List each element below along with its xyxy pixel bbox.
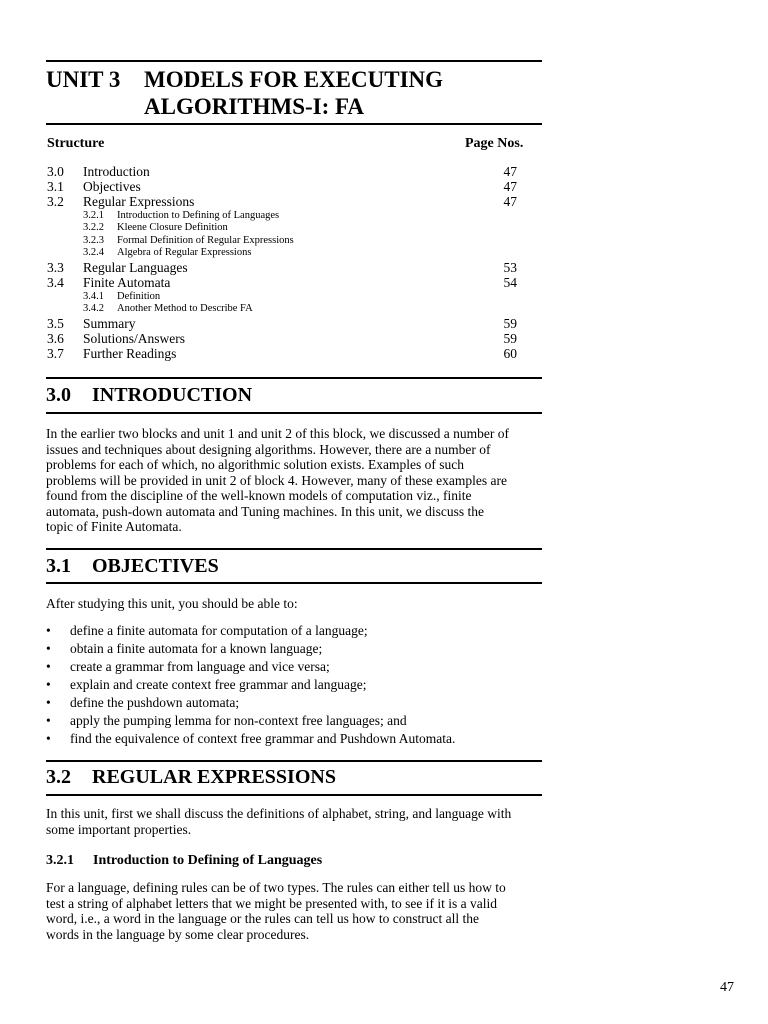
section-heading-regular-expressions <box>46 766 336 789</box>
section-number: 3.0 <box>46 384 71 406</box>
text-line: automata, push-down automata and Tuning machines. In this unit, we discuss the <box>46 503 484 519</box>
text-line: In this unit, first we shall discuss the definitions of alphabet, string, and language with <box>46 806 512 821</box>
toc-entry-number: 3.2 <box>47 194 64 209</box>
introduction-paragraph <box>46 426 542 535</box>
list-item: • explain and create context free grammar and language; <box>46 676 455 694</box>
toc-entry-number: 3.4 <box>47 275 64 290</box>
subsection-number: 3.2.1 <box>46 853 74 868</box>
page-number: 47 <box>720 980 734 995</box>
toc-entry-page: 60 <box>503 346 517 361</box>
text-line: problems for each of which, no algorithmic solution exists. Examples of such <box>46 457 465 472</box>
toc-entry-number: 3.0 <box>47 164 64 179</box>
regular-expressions-paragraph <box>46 806 542 837</box>
toc-entry-title: Finite Automata <box>83 275 171 290</box>
toc-subentry-title: Introduction to Defining of Languages <box>117 210 280 221</box>
toc-subentry-title: Definition <box>117 291 161 302</box>
text-line: some important properties. <box>46 821 192 837</box>
list-item: • find the equivalence of context free grammar and Pushdown Automata. <box>46 730 455 748</box>
toc-entry-title: Summary <box>83 316 136 331</box>
toc-entry-page: 53 <box>503 260 517 275</box>
toc-entry-page: 47 <box>503 164 517 179</box>
list-item: • apply the pumping lemma for non-context free languages; and <box>46 712 455 730</box>
section-number: 3.2 <box>46 766 71 788</box>
toc-subentry <box>83 210 279 222</box>
toc-entry-title: Regular Expressions <box>83 194 195 209</box>
toc-entry-title: Regular Languages <box>83 260 188 275</box>
subsection-paragraph <box>46 880 542 942</box>
unit-title <box>46 66 443 120</box>
toc-subentry-number: 3.4.2 <box>83 303 104 314</box>
text-line: word, i.e., a word in the language or the rules can tell us how to construct all the <box>46 911 480 926</box>
toc-subentry-number: 3.2.3 <box>83 235 104 246</box>
toc-subentry-title: Another Method to Describe FA <box>117 303 253 314</box>
text-line: problems will be provided in unit 2 of block 4. However, many of these examples are <box>46 472 507 488</box>
toc-entry-page: 54 <box>503 275 517 290</box>
unit-title-line1: MODELS FOR EXECUTING <box>144 67 444 92</box>
toc-subentry <box>83 303 253 315</box>
toc-entry-title: Solutions/Answers <box>83 331 186 346</box>
list-item: • define a finite automata for computation of a language; <box>46 622 455 640</box>
section-title: OBJECTIVES <box>92 555 219 577</box>
text-line: test a string of alphabet letters that we might be presented with, to see if it is a valid <box>46 895 498 911</box>
section-rule <box>46 582 542 584</box>
toc-entry-title: Introduction <box>83 164 150 179</box>
text-line: For a language, defining rules can be of two types. The rules can either tell us how to <box>46 880 506 895</box>
toc-subentry <box>83 235 294 247</box>
section-heading-objectives <box>46 555 219 578</box>
subsection-title: Introduction to Defining of Languages <box>93 853 323 868</box>
subsection-heading <box>46 853 322 869</box>
toc-entry-page: 59 <box>503 316 517 331</box>
text-line: issues and techniques about designing algorithms. However, there are a number of <box>46 441 491 457</box>
structure-label: Structure <box>47 136 105 151</box>
toc-subentry-title: Formal Definition of Regular Expressions <box>117 235 294 246</box>
toc-subentry <box>83 247 251 259</box>
toc-entry-number: 3.7 <box>47 346 64 361</box>
toc-entry-title: Objectives <box>83 179 141 194</box>
section-title: INTRODUCTION <box>92 384 253 406</box>
section-title: REGULAR EXPRESSIONS <box>92 766 336 788</box>
toc-entry-page: 59 <box>503 331 517 346</box>
toc-subentry-title: Kleene Closure Definition <box>117 222 228 233</box>
section-heading-introduction <box>46 384 252 407</box>
list-item: • define the pushdown automata; <box>46 694 455 712</box>
text-line: words in the language by some clear procedures. <box>46 926 310 942</box>
toc-entry-number: 3.1 <box>47 179 64 194</box>
section-number: 3.1 <box>46 555 71 577</box>
page-nos-label: Page Nos. <box>465 136 524 151</box>
text-line: topic of Finite Automata. <box>46 519 182 534</box>
section-rule <box>46 794 542 796</box>
text-line: found from the discipline of the well-known models of computation viz., finite <box>46 488 472 503</box>
section-rule <box>46 412 542 414</box>
top-rule <box>46 60 542 62</box>
unit-title-line2: ALGORITHMS-I: FA <box>144 94 364 119</box>
toc-subentry-number: 3.4.1 <box>83 291 104 302</box>
toc-subentry-number: 3.2.4 <box>83 247 104 258</box>
section-rule <box>46 760 542 762</box>
toc-entry-number: 3.3 <box>47 260 64 275</box>
list-item: • create a grammar from language and vice versa; <box>46 658 455 676</box>
unit-number: UNIT 3 <box>46 67 121 92</box>
toc-subentry-number: 3.2.2 <box>83 222 104 233</box>
toc-entry-number: 3.6 <box>47 331 64 346</box>
list-item: • obtain a finite automata for a known language; <box>46 640 455 658</box>
toc-entry-title: Further Readings <box>83 346 177 361</box>
toc-subentry <box>83 291 160 303</box>
toc-entry-page: 47 <box>503 179 517 194</box>
toc-entry-number: 3.5 <box>47 316 64 331</box>
toc-subentry-number: 3.2.1 <box>83 210 104 221</box>
unit-title-bottom-rule <box>46 123 542 125</box>
toc-subentry-title: Algebra of Regular Expressions <box>117 247 252 258</box>
objectives-intro: After studying this unit, you should be able to: <box>46 596 298 611</box>
toc-subentry <box>83 222 228 234</box>
section-rule <box>46 548 542 550</box>
toc-entry-page: 47 <box>503 194 517 209</box>
objectives-list <box>46 622 455 748</box>
section-rule <box>46 377 542 379</box>
text-line: In the earlier two blocks and unit 1 and unit 2 of this block, we discussed a number of <box>46 426 510 441</box>
